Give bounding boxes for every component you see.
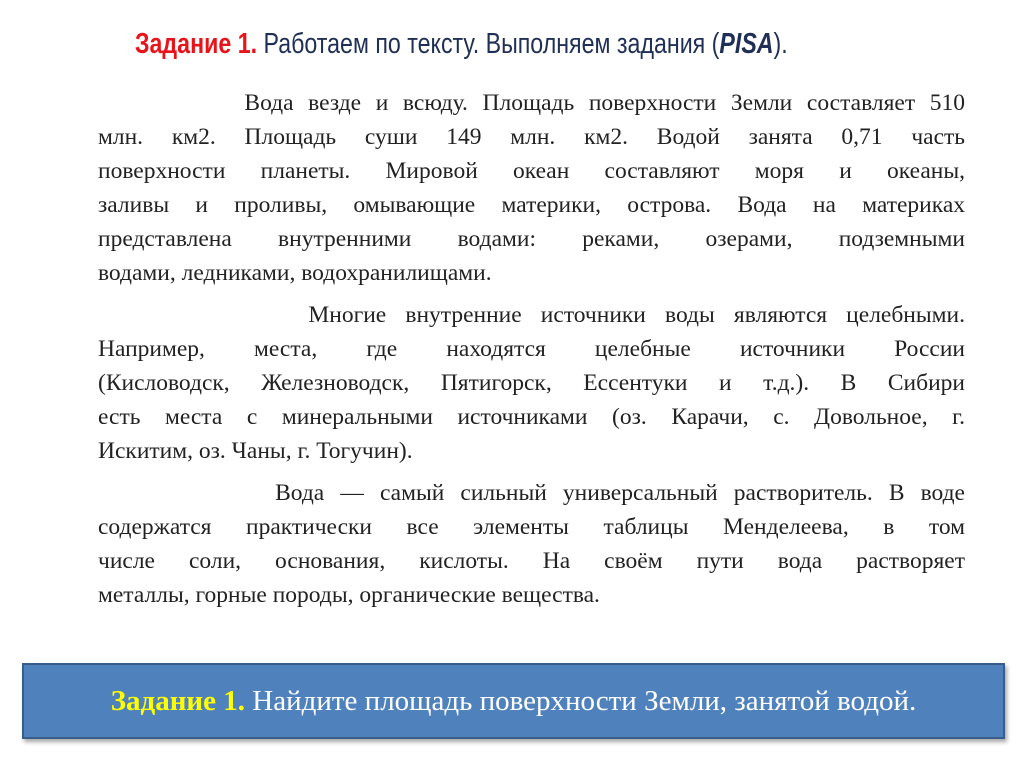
paragraph [98, 86, 965, 290]
task-box-question: Найдите площадь поверхности Земли, занятой водой. [245, 684, 917, 717]
text-line: водами, ледниками, водохранилищами. [98, 260, 492, 286]
text-line: содержатся практически все элементы таблицы Менделеева, в том [98, 514, 965, 540]
text-line: поверхности планеты. Мировой океан составляют моря и океаны, [98, 158, 965, 184]
text-line: заливы и проливы, омывающие материки, острова. Вода на материках [98, 192, 965, 218]
text-line: (Кисловодск, Железноводск, Пятигорск, Ессентуки и т.д.). В Сибири [98, 370, 965, 396]
text-line: млн. км2. Площадь суши 149 млн. км2. Водой занята 0,71 часть [98, 124, 965, 150]
text-line: Вода — самый сильный универсальный растворитель. В воде [98, 480, 965, 506]
reading-text [98, 86, 965, 620]
task-box [22, 663, 1005, 739]
text-line: Вода везде и всюду. Площадь поверхности Земли составляет 510 [98, 90, 965, 116]
text-line: Многие внутренние источники воды являются целебными. [98, 302, 965, 328]
text-line: числе соли, основания, кислоты. На своём пути вода растворяет [98, 548, 965, 574]
text-line: Искитим, оз. Чаны, г. Тогучин). [98, 438, 413, 464]
paragraph [98, 476, 965, 612]
paragraph [98, 298, 965, 468]
title-text: Работаем по тексту. Выполняем задания ( [257, 28, 720, 60]
task-box-label: Задание 1. [110, 684, 246, 717]
text-line: Например, места, где находятся целебные источники России [98, 336, 965, 362]
text-line: металлы, горные породы, органические вещества. [98, 582, 600, 608]
text-line: есть места с минеральными источниками (оз. Карачи, с. Довольное, г. [98, 404, 965, 430]
pisa-text: PISA [719, 28, 774, 60]
slide-title [135, 28, 788, 61]
task-label: Задание 1. [135, 28, 258, 60]
text-line: представлена внутренними водами: реками, озерами, подземными [98, 226, 965, 252]
task-box-text [111, 685, 917, 718]
title-end: ). [773, 28, 788, 60]
